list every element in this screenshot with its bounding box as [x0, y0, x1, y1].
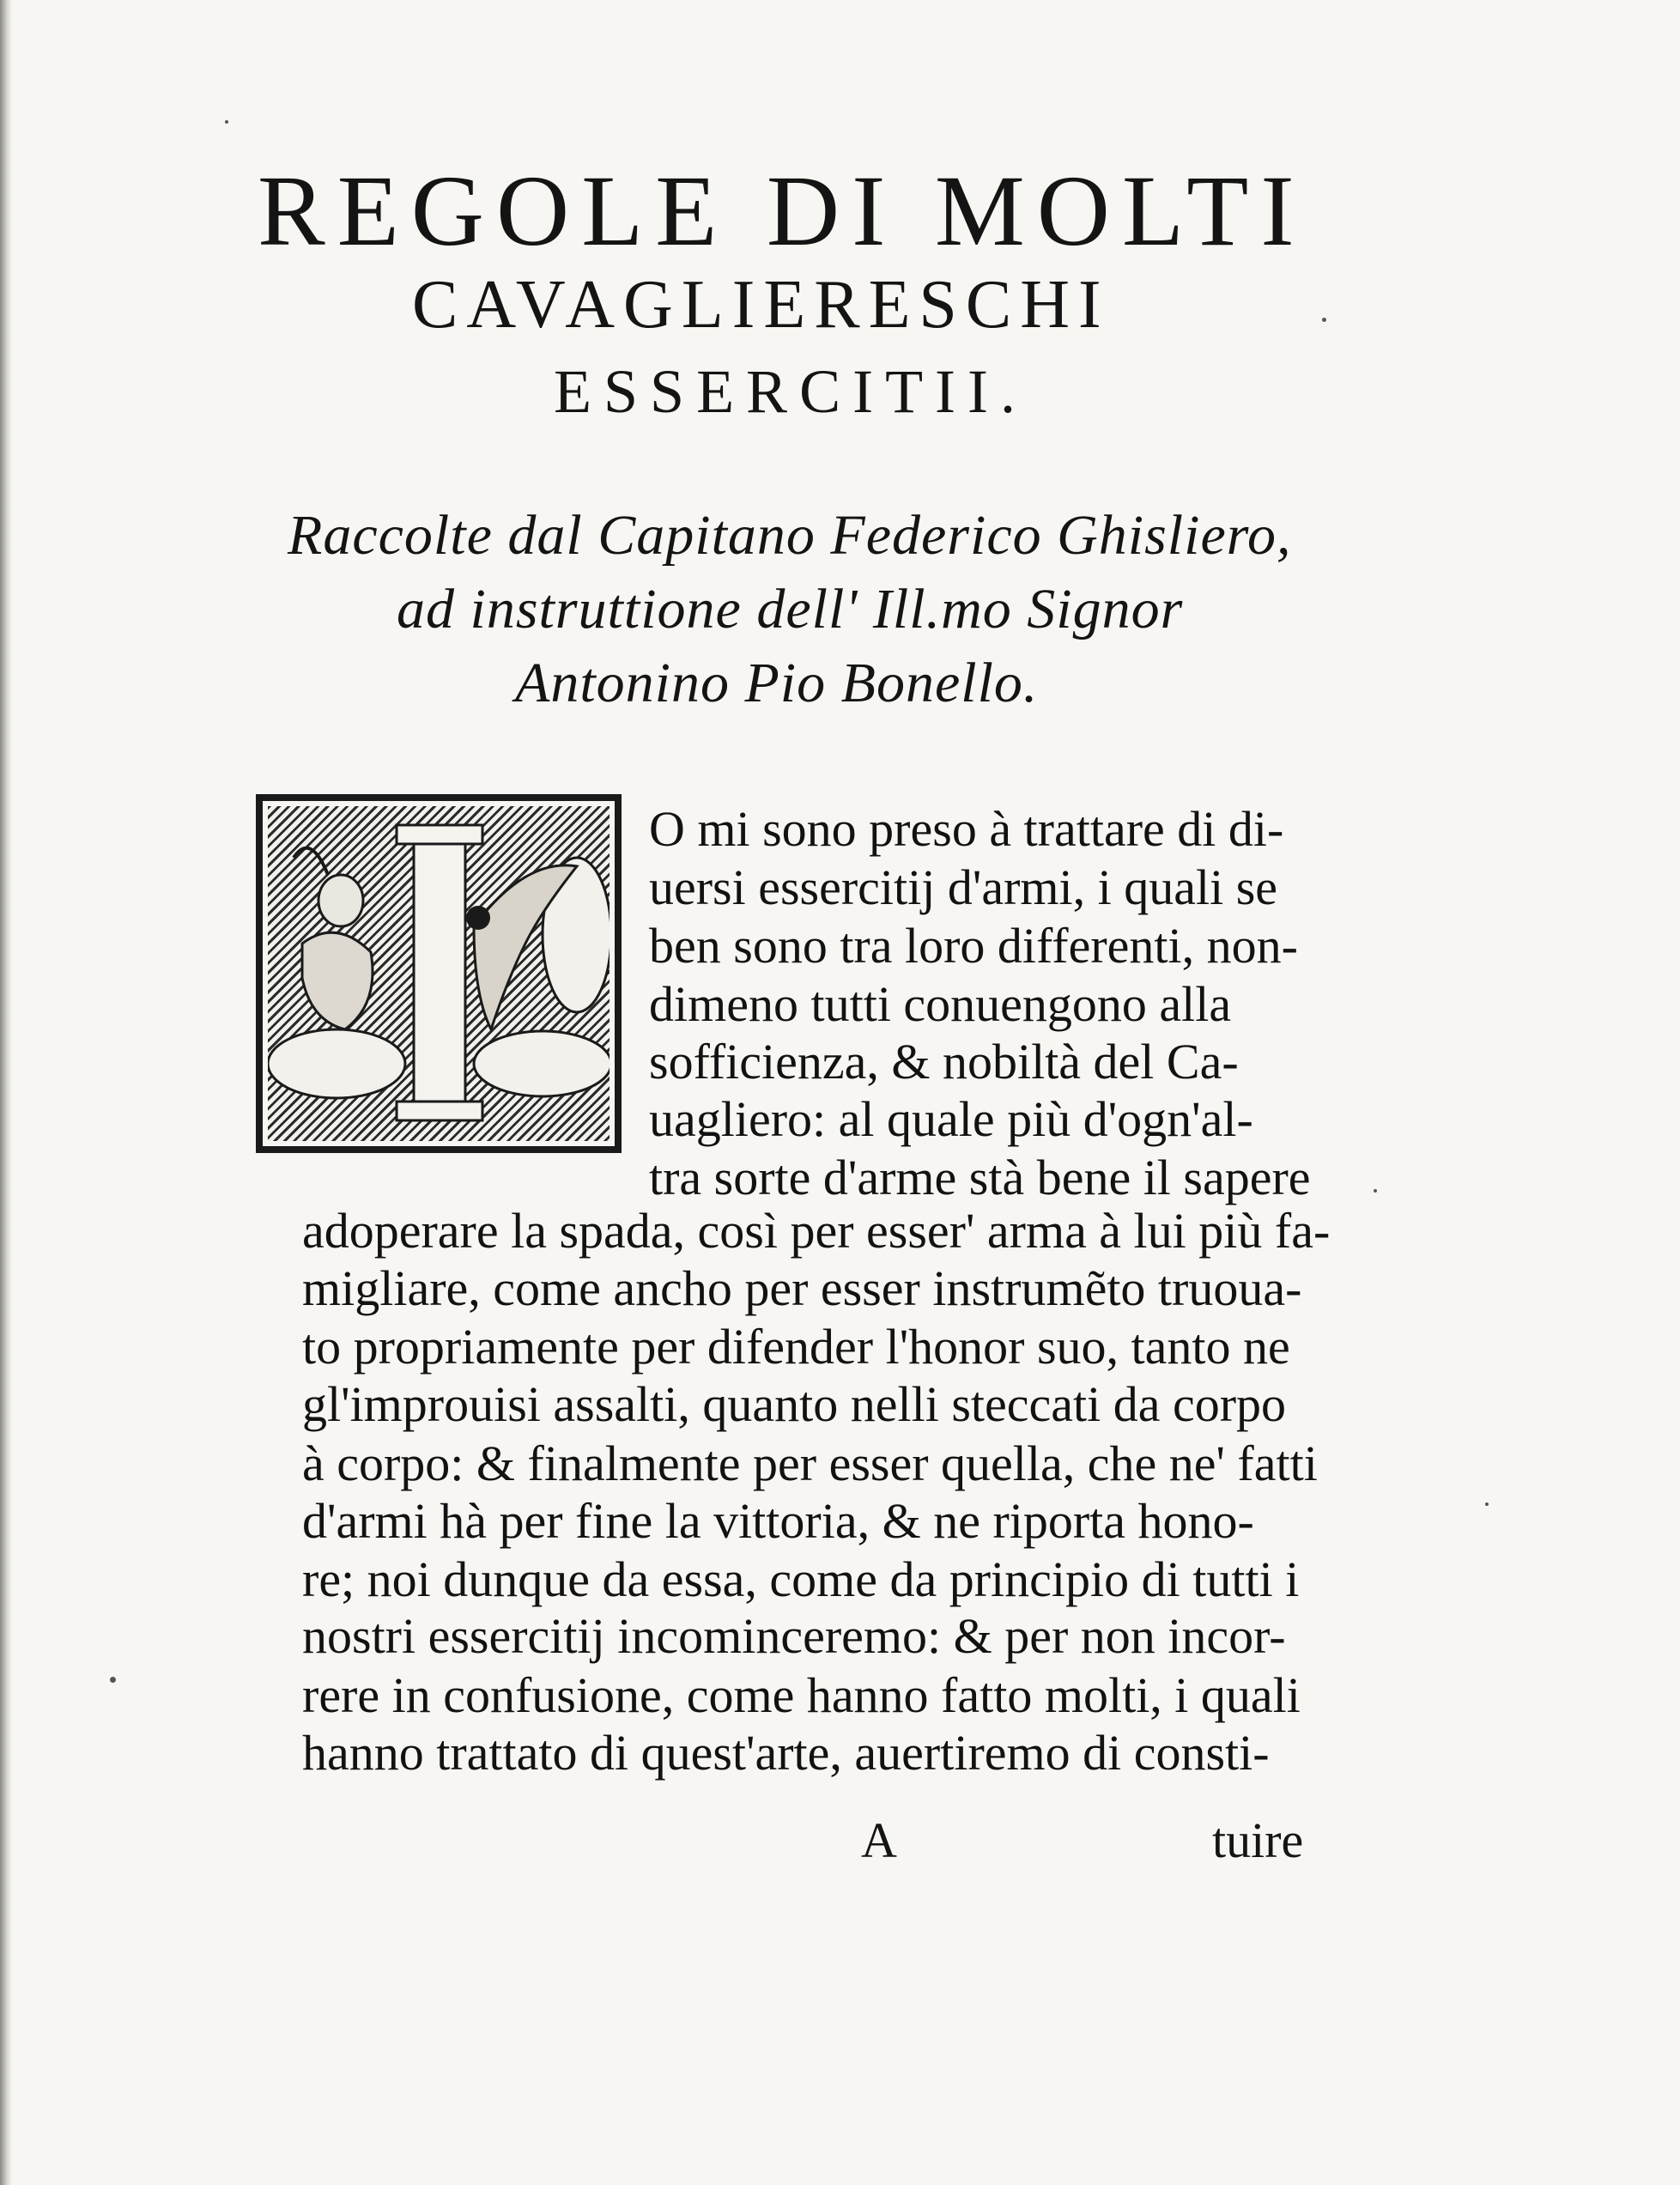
body-line: d'armi hà per fine la vittoria, & ne riporta hono-	[302, 1493, 1254, 1549]
speck	[225, 120, 228, 124]
body-line: adoperare la spada, così per esser' arma à lui più fa-	[302, 1203, 1331, 1259]
body-line: rere in confusione, come hanno fatto molti, i quali	[302, 1667, 1301, 1723]
body-line: dimeno tutti conuengono alla	[649, 976, 1232, 1032]
subtitle-line-1: Raccolte dal Capitano Federico Ghisliero,	[288, 504, 1292, 567]
body-line: nostri essercitij incominceremo: & per non incor-	[302, 1608, 1286, 1664]
signature-mark: A	[861, 1812, 897, 1868]
initial-illustration-icon	[268, 806, 610, 1141]
body-line: ben sono tra loro differenti, non-	[649, 918, 1298, 974]
speck	[1374, 1189, 1377, 1193]
body-line: hanno trattato di quest'arte, auertiremo di consti-	[302, 1725, 1270, 1781]
speck	[1322, 318, 1326, 322]
body-line: re; noi dunque da essa, come da principio di tutti i	[302, 1551, 1300, 1607]
body-line: gl'improuisi assalti, quanto nelli steccati da corpo	[302, 1376, 1287, 1432]
body-line: tra sorte d'arme stà bene il sapere	[649, 1150, 1311, 1205]
body-line: uersi essercitij d'armi, i quali se	[649, 859, 1278, 915]
page-edge-shadow	[0, 0, 12, 2185]
woodcut-initial-icon	[256, 794, 622, 1153]
title-line-2: CAVAGLIERESCHI	[412, 267, 1110, 343]
body-line: sofficienza, & nobiltà del Ca-	[649, 1034, 1239, 1089]
title-line-1: REGOLE DI MOLTI	[258, 155, 1307, 267]
title-line-3: ESSERCITII.	[554, 357, 1028, 426]
body-line: migliare, come ancho per esser instrumẽto truoua-	[302, 1260, 1302, 1316]
catchword: tuire	[1212, 1812, 1304, 1868]
body-line: à corpo: & finalmente per esser quella, che ne' fatti	[302, 1435, 1318, 1491]
subtitle-line-3: Antonino Pio Bonello.	[515, 652, 1039, 714]
body-line: to propriamente per difender l'honor suo, tanto ne	[302, 1319, 1290, 1375]
subtitle-line-2: ad instruttione dell' Ill.mo Signor	[397, 578, 1184, 640]
speck	[1485, 1502, 1489, 1506]
initial-letter: I	[438, 1023, 441, 1032]
body-line: O mi sono preso à trattare di di-	[649, 801, 1284, 857]
body-line: uagliero: al quale più d'ogn'al-	[649, 1091, 1253, 1147]
speck	[110, 1677, 116, 1683]
initial-frame	[263, 801, 615, 1146]
